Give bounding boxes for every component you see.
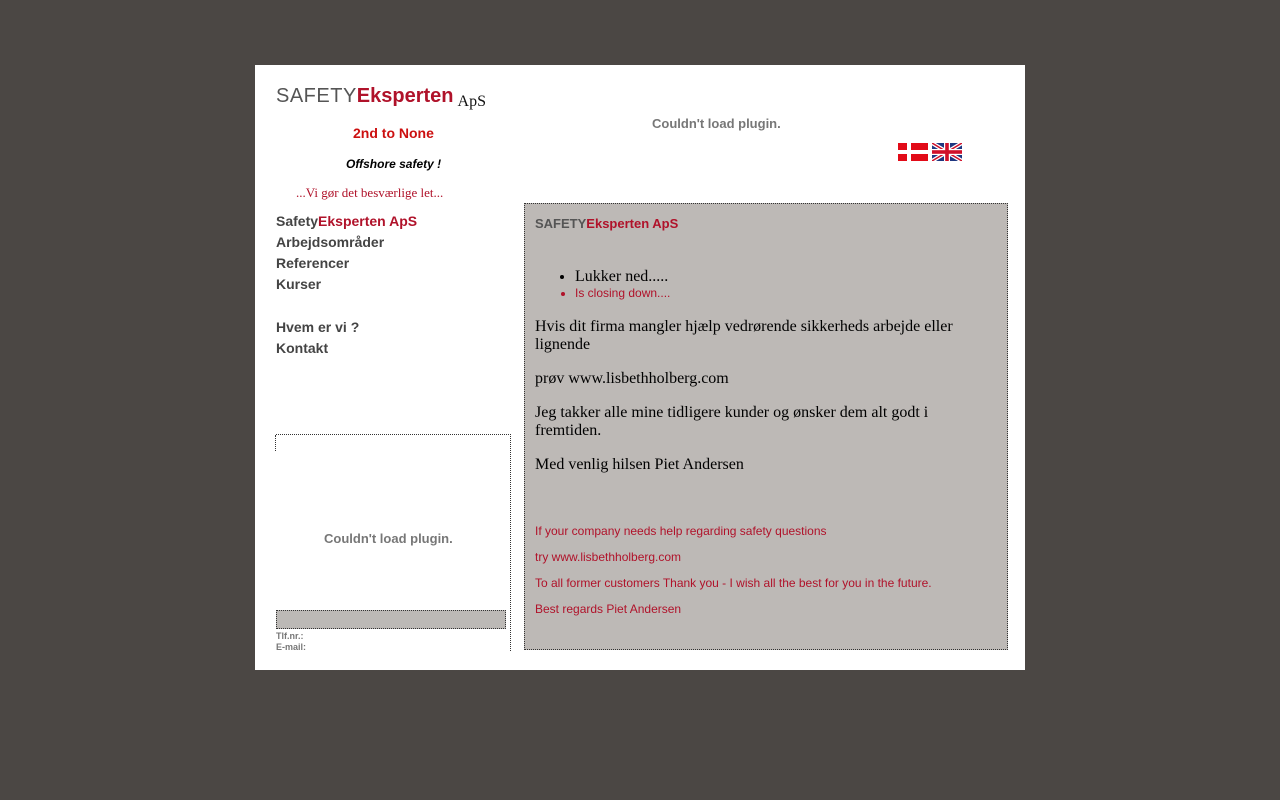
contact-bar: [276, 610, 506, 629]
email-label: E-mail:: [276, 642, 307, 652]
dk-paragraph-1: Hvis dit firma mangler hjælp vedrørende sikkerheds arbejde eller lignende: [535, 318, 953, 353]
tagline-second-to-none: 2nd to None: [353, 125, 434, 141]
company-logo[interactable]: [276, 85, 486, 111]
plugin-error-left: Couldn't load plugin.: [324, 531, 453, 546]
dk-paragraph-3: Jeg takker alle mine tidligere kunder og ønsker dem alt godt i fremtiden.: [535, 404, 929, 439]
logo-aps: ApS: [457, 93, 486, 110]
nav-item-referencer[interactable]: Referencer: [276, 255, 350, 271]
content-title-safety: SAFETY: [535, 216, 587, 231]
nav-item-safetyeksperten[interactable]: [276, 211, 417, 232]
danish-message: [535, 318, 975, 490]
en-paragraph-4: Best regards Piet Andersen: [535, 602, 682, 616]
english-message: [535, 524, 932, 628]
dk-paragraph-4: Med venlig hilsen Piet Andersen: [535, 456, 744, 473]
tagline-slogan: ...Vi gør det besværlige let...: [296, 185, 444, 200]
contact-info: [276, 631, 306, 653]
uk-flag-icon[interactable]: [932, 143, 962, 161]
dk-paragraph-2: prøv www.lisbethholberg.com: [535, 370, 729, 387]
nav-item-hvem-er-vi[interactable]: Hvem er vi ?: [276, 319, 360, 335]
closing-list: [535, 268, 670, 300]
nav-item-arbejdsomrader[interactable]: Arbejdsområder: [276, 234, 385, 250]
nav-item-safety-label: Safety: [276, 213, 319, 229]
logo-safety: SAFETY: [276, 85, 357, 107]
list-item-closing-en: • Is closing down....: [575, 286, 670, 300]
list-item-closing-dk: • Lukker ned.....: [575, 268, 670, 286]
plugin-box: [276, 434, 511, 651]
phone-label: Tlf.nr.:: [276, 631, 304, 641]
content-title-eksperten: Eksperten ApS: [586, 216, 679, 231]
nav-item-kontakt[interactable]: Kontakt: [276, 340, 329, 356]
plugin-error-top: Couldn't load plugin.: [652, 116, 781, 131]
en-paragraph-3: To all former customers Thank you - I wish all the best for you in the future.: [535, 576, 932, 590]
main-content-panel: [524, 203, 1008, 650]
content-title: [535, 216, 678, 231]
main-navigation: [276, 211, 417, 359]
tagline-offshore-safety: Offshore safety !: [346, 157, 442, 171]
en-paragraph-1: If your company needs help regarding safety questions: [535, 524, 827, 538]
nav-item-eksperten-label: Eksperten ApS: [318, 213, 418, 229]
nav-item-kurser[interactable]: Kurser: [276, 276, 322, 292]
language-selector: [898, 143, 962, 161]
en-paragraph-2: try www.lisbethholberg.com: [535, 550, 682, 564]
danish-flag-icon[interactable]: [898, 143, 928, 161]
logo-eksperten: Eksperten: [356, 85, 454, 107]
page-container: [255, 65, 1025, 670]
